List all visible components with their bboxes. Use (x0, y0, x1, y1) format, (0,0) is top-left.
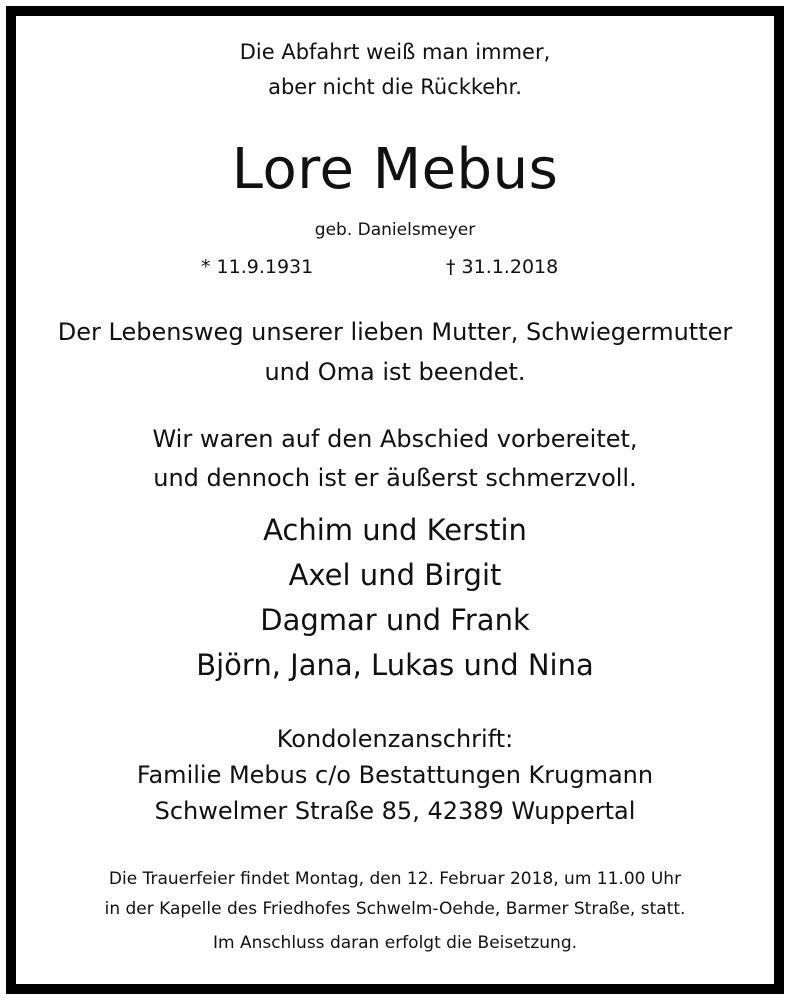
life-dates (0, 256, 790, 278)
service-line-3: Im Anschluss daran erfolgt die Beisetzung. (212, 933, 578, 953)
death-date: † 31.1.2018 (446, 256, 559, 278)
family-member-1: Achim und Kerstin (263, 513, 527, 547)
announcement-line-2: und Oma ist beendet. (264, 358, 526, 386)
service-line-2: in der Kapelle des Friedhofes Schwelm-Oehde, Barmer Straße, statt. (104, 899, 686, 919)
family-member-3: Dagmar und Frank (260, 603, 530, 637)
maiden-name: geb. Danielsmeyer (314, 220, 476, 240)
farewell-line-1: Wir waren auf den Abschied vorbereitet, (152, 425, 638, 453)
motto-line-1: Die Abfahrt weiß man immer, (239, 40, 551, 64)
family-member-4: Björn, Jana, Lukas und Nina (196, 648, 594, 682)
announcement-line-1: Der Lebensweg unserer lieben Mutter, Schwiegermutter (57, 318, 733, 346)
condolence-address-line-1: Familie Mebus c/o Bestattungen Krugmann (136, 761, 654, 789)
motto-line-2: aber nicht die Rückkehr. (268, 75, 522, 99)
condolence-label: Kondolenzanschrift: (276, 725, 514, 753)
birth-date: * 11.9.1931 (201, 256, 314, 278)
farewell-line-2: und dennoch ist er äußerst schmerzvoll. (153, 464, 637, 492)
deceased-name: Lore Mebus (231, 137, 559, 202)
family-member-2: Axel und Birgit (288, 558, 502, 592)
condolence-address-line-2: Schwelmer Straße 85, 42389 Wuppertal (154, 797, 636, 825)
service-line-1: Die Trauerfeier findet Montag, den 12. Februar 2018, um 11.00 Uhr (108, 869, 682, 889)
